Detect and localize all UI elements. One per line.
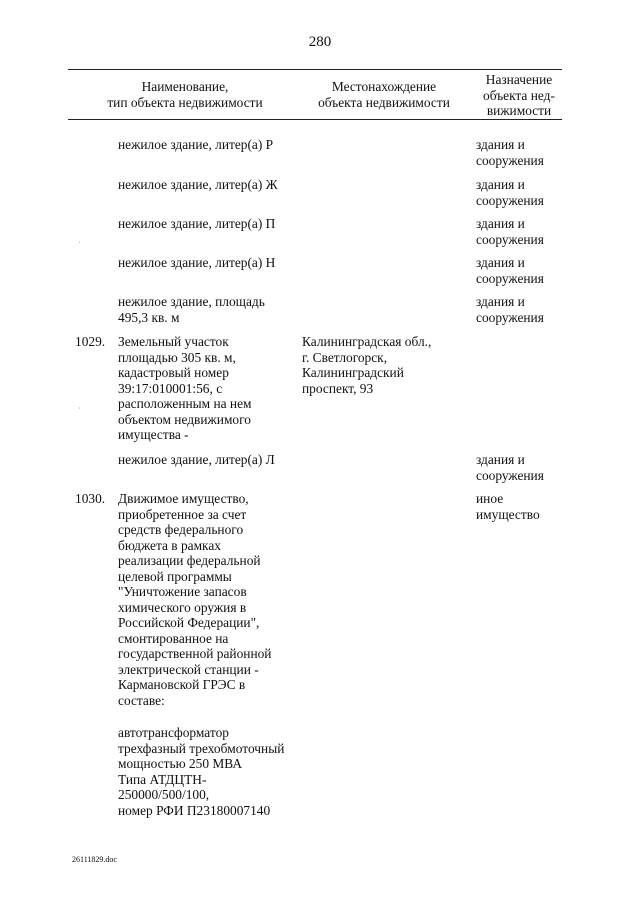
row-name: нежилое здание, площадь 495,3 кв. м <box>118 294 265 325</box>
row-name: нежилое здание, литер(а) Л <box>118 452 275 467</box>
row-name: Движимое имущество, приобретенное за счет средств федерального бюджета в рамках реализации федеральной целевой программы "Уничтожение запасов химического оружия в Российской Федерации", смонтированное на государственной районной электрической станции - Кармановской ГРЭС в составе: <box>118 491 272 708</box>
scan-speck: · <box>78 404 81 413</box>
header-purpose-column: Назначение объекта нед- вижимости <box>483 72 555 118</box>
row-name: нежилое здание, литер(а) Р <box>118 137 274 152</box>
header-name-column: Наименование, тип объекта недвижимости <box>107 79 263 110</box>
row-purpose: здания и сооружения <box>476 216 544 247</box>
row-name: автотрансформатор трехфазный трехобмоточный мощностью 250 МВА Типа АТДЦТН- 250000/500/100, номер РФИ П23180007140 <box>118 725 285 818</box>
row-purpose: иное имущество <box>476 491 540 522</box>
row-name: Земельный участок площадью 305 кв. м, кадастровый номер 39:17:010001:56, с расположенным на нем объектом недвижимого имущества - <box>118 334 252 442</box>
row-name: нежилое здание, литер(а) П <box>118 216 276 231</box>
row-name: нежилое здание, литер(а) Ж <box>118 177 278 192</box>
row-purpose: здания и сооружения <box>476 177 544 208</box>
header-location-column: Местонахождение объекта недвижимости <box>318 79 450 110</box>
row-purpose: здания и сооружения <box>476 452 544 483</box>
page-number: 280 <box>308 34 332 50</box>
row-name: нежилое здание, литер(а) Н <box>118 255 276 270</box>
footer-filename: 26111829.doc <box>72 855 117 864</box>
row-number: 1030. <box>75 491 106 506</box>
row-location: Калининградская обл., г. Светлогорск, Калининградский проспект, 93 <box>302 334 432 396</box>
row-purpose: здания и сооружения <box>476 137 544 168</box>
row-purpose: здания и сооружения <box>476 255 544 286</box>
scan-speck: · <box>78 238 81 247</box>
row-number: 1029. <box>75 334 106 349</box>
header-bottom-rule <box>68 119 562 120</box>
row-purpose: здания и сооружения <box>476 294 544 325</box>
table-top-rule <box>68 69 562 70</box>
